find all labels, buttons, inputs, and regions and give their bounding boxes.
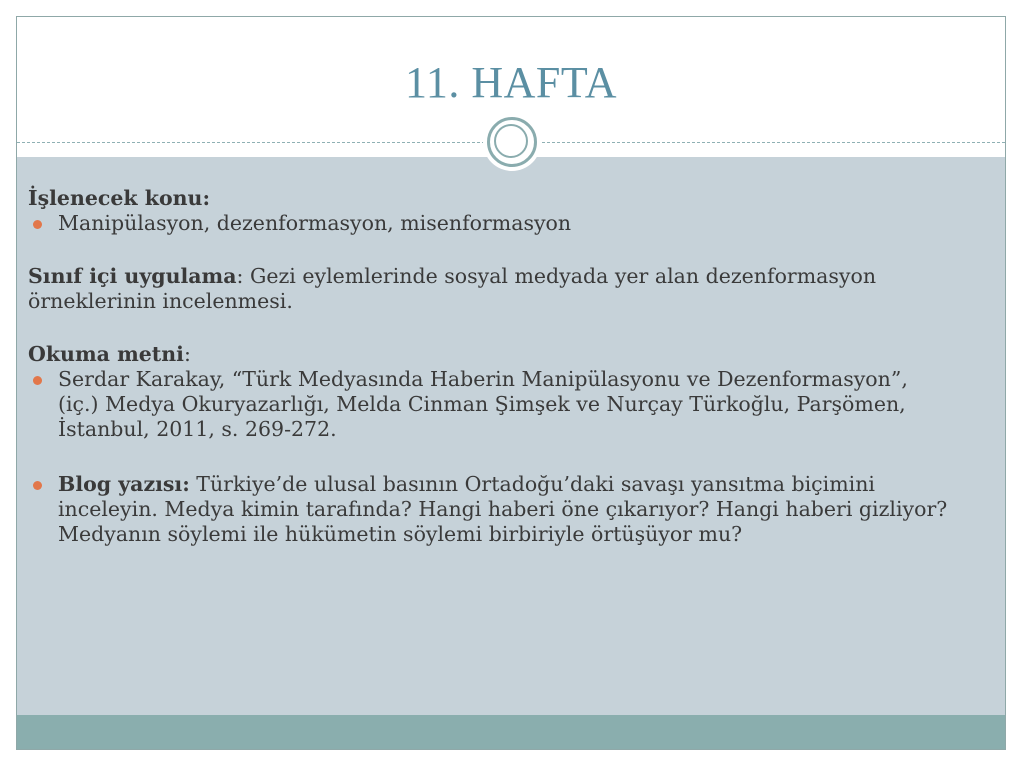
class-practice-label: Sınıf içi uygulama xyxy=(28,264,237,288)
bullet-icon xyxy=(33,376,42,385)
blog-bullet xyxy=(28,472,948,547)
topic-heading: İşlenecek konu: xyxy=(28,186,211,210)
reading-bullet xyxy=(28,367,948,442)
blog-label: Blog yazısı: xyxy=(58,472,190,496)
reading-label: Okuma metni xyxy=(28,342,184,366)
reading-heading xyxy=(28,342,948,367)
class-practice-text: Gezi eylemlerinde sosyal medyada yer alan dezenformasyon örneklerinin incelenmesi. xyxy=(28,264,877,313)
bullet-icon xyxy=(33,220,42,229)
topic-bullet-text: Manipülasyon, dezenformasyon, misenformasyon xyxy=(58,211,572,235)
reading-colon: : xyxy=(183,342,191,366)
topic-bullet xyxy=(28,211,948,236)
bullet-icon xyxy=(33,481,42,490)
blog-text: Türkiye’de ulusal basının Ortadoğu’daki savaşı yansıtma biçimini inceleyin. Medya kimin tarafında? Hangi haberi öne çıkarıyor? Hangi haberi gizliyor? Medyanın söylemi ile hükümetin söylemi birbiriyle örtüşüyor mu? xyxy=(58,472,948,546)
divider-inner-circle-icon xyxy=(494,124,528,158)
slide-body xyxy=(28,186,948,547)
slide-title: 11. HAFTA xyxy=(404,58,618,107)
class-practice-colon: : xyxy=(236,264,244,288)
reading-bullet-text: Serdar Karakay, “Türk Medyasında Haberin Manipülasyonu ve Dezenformasyon”, (iç.) Medya Okuryazarlığı, Melda Cinman Şimşek ve Nurçay Türkoğlu, Parşömen, İstanbul, 2011, s. 269-272. xyxy=(58,367,908,441)
class-practice xyxy=(28,264,948,314)
footer-bar xyxy=(17,715,1005,750)
